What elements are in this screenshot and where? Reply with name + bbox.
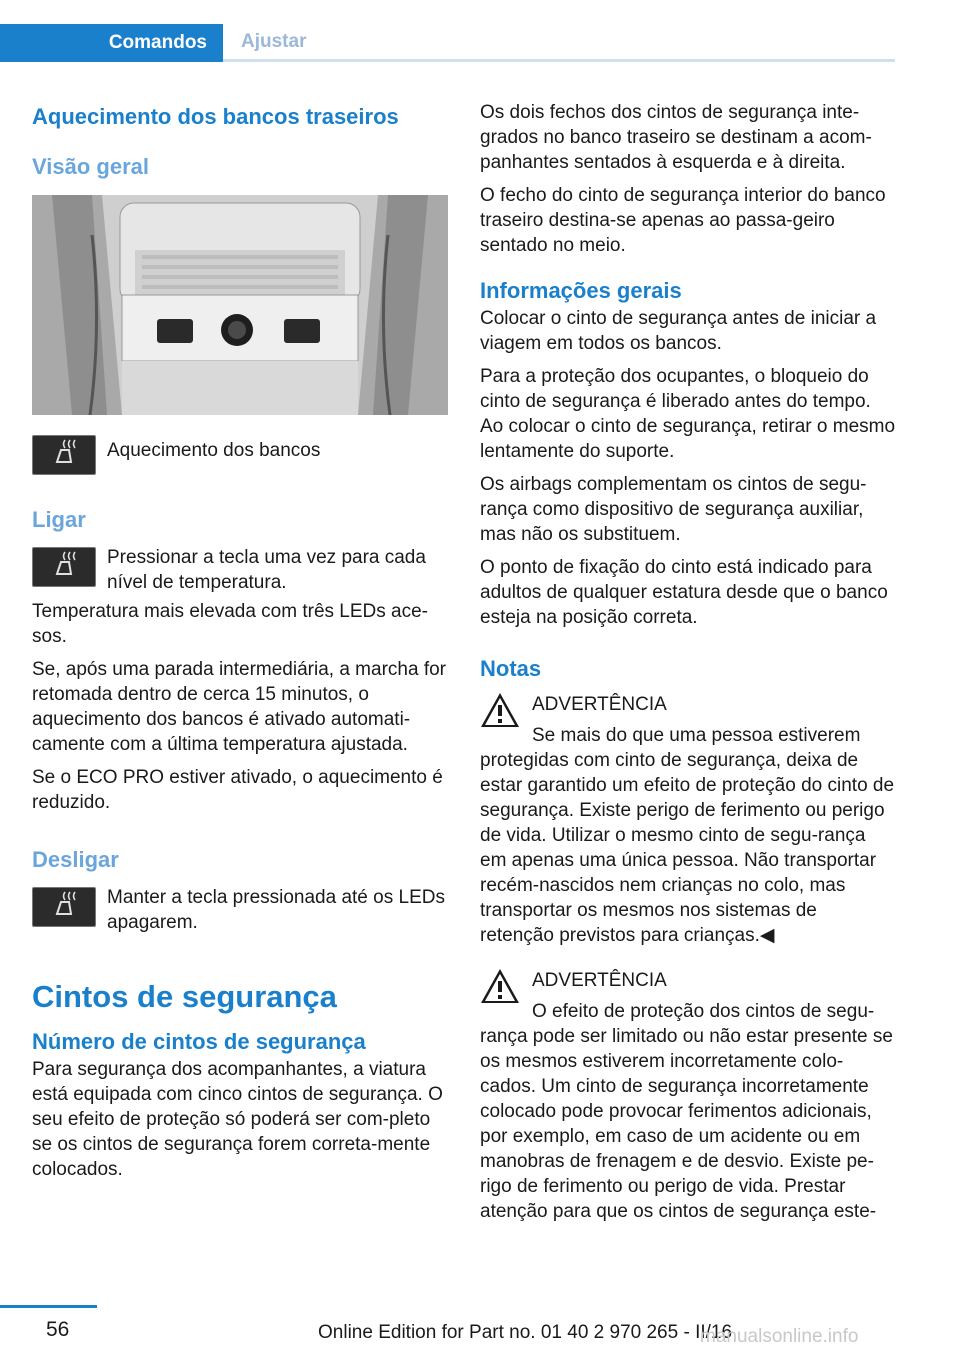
warning-triangle-icon (480, 692, 520, 728)
warning-block-2 (480, 968, 896, 1224)
rear-seat-heating-photo (32, 195, 448, 415)
warning-1-lead: Se mais do que uma pessoa estiverem (532, 725, 861, 746)
edition-note: Online Edition for Part no. 01 40 2 970 265 - II/16 (318, 1322, 733, 1343)
general-heading: Informações gerais (480, 278, 682, 303)
tab-ajustar[interactable]: Ajustar (223, 24, 895, 62)
general-paragraph-4: O ponto de fixação do cinto está indicado para adultos de qualquer estatura desde que o banco esteja na posição correta. (480, 557, 888, 628)
seat-heating-key-icon (32, 435, 96, 475)
off-instruction-row (32, 885, 448, 935)
footer-rule (0, 1305, 97, 1308)
left-column (32, 100, 448, 1182)
on-instruction: Pressionar a tecla uma vez para cada nível de temperatura. (107, 547, 426, 593)
icon-legend-row (32, 433, 448, 475)
warning-label: ADVERTÊNCIA (532, 970, 667, 991)
general-paragraph-1: Colocar o cinto de segurança antes de iniciar a viagem em todos os bancos. (480, 308, 877, 354)
on-paragraph-3: Se o ECO PRO estiver ativado, o aquecimento é reduzido. (32, 767, 443, 813)
page-number: 56 (46, 1318, 70, 1341)
warning-2-text: rança pode ser limitado ou não estar presente se os mesmos estiverem incorretamente colo-cados. Um cinto de segurança incorretamente colocado pode provocar ferimentos adicionais, por exemplo, em caso de um acidente ou em manobras de frenagem e de desvio. Existe pe-rigo de ferimento ou perigo de vida. Prestar atenção para que os cintos de segurança este- (480, 1026, 893, 1222)
notes-heading: Notas (480, 656, 542, 681)
general-paragraph-3: Os airbags complementam os cintos de segu-rança como dispositivo de segurança auxiliar, mas não os substituem. (480, 474, 867, 545)
section-title: Aquecimento dos bancos traseiros (32, 104, 399, 129)
off-instruction: Manter a tecla pressionada até os LEDs apagarem. (107, 887, 445, 933)
warning-label: ADVERTÊNCIA (532, 694, 667, 715)
on-heading: Ligar (32, 507, 86, 532)
general-paragraph-2: Para a proteção dos ocupantes, o bloqueio do cinto de segurança é liberado antes do tempo. Ao colocar o cinto de segurança, retirar o mesmo lentamente do suporte. (480, 366, 896, 462)
belts-count-paragraph: Para segurança dos acompanhantes, a viatura está equipada com cinco cintos de segurança. O seu efeito de proteção só poderá ser com-pleto se os cintos de segurança forem correta-mente colocados. (32, 1059, 443, 1180)
seat-heating-key-icon (32, 887, 96, 927)
off-heading: Desligar (32, 847, 119, 872)
warning-2-lead: O efeito de proteção dos cintos de segu- (532, 1001, 875, 1022)
warning-1-text: protegidas com cinto de segurança, deixa de estar garantido um efeito de proteção do cinto de segurança. Existe perigo de ferimento ou perigo de vida. Utilizar o mesmo cinto de segu-rança em apenas uma única pessoa. Não transportar recém-nascidos nem crianças no colo, mas transportar os mesmos nos sistemas de retenção previstos para crianças.◀ (480, 750, 895, 946)
on-instruction-row (32, 545, 448, 595)
watermark: manualsonline.info (700, 1326, 859, 1347)
right-paragraph-1: Os dois fechos dos cintos de segurança inte-grados no banco traseiro se destinam a acom-panhantes sentados à esquerda e à direita. (480, 102, 872, 173)
right-column (480, 100, 896, 1224)
header-tabs (0, 24, 895, 62)
warning-triangle-icon (480, 968, 520, 1004)
right-paragraph-2: O fecho do cinto de segurança interior do banco traseiro destina-se apenas ao passa-geiro sentado no meio. (480, 185, 886, 256)
on-paragraph-2: Se, após uma parada intermediária, a marcha for retomada dentro de cerca 15 minutos, o aquecimento dos bancos é ativado automati-camente com a última temperatura ajustada. (32, 659, 446, 755)
on-paragraph-1: Temperatura mais elevada com três LEDs ace-sos. (32, 601, 428, 647)
belts-count-heading: Número de cintos de segurança (32, 1029, 366, 1054)
belts-title: Cintos de segurança (32, 979, 337, 1014)
seat-heating-key-icon (32, 547, 96, 587)
icon-caption: Aquecimento dos bancos (107, 440, 321, 461)
overview-heading: Visão geral (32, 154, 149, 179)
tab-comandos[interactable]: Comandos (0, 24, 223, 62)
warning-block-1 (480, 692, 896, 948)
